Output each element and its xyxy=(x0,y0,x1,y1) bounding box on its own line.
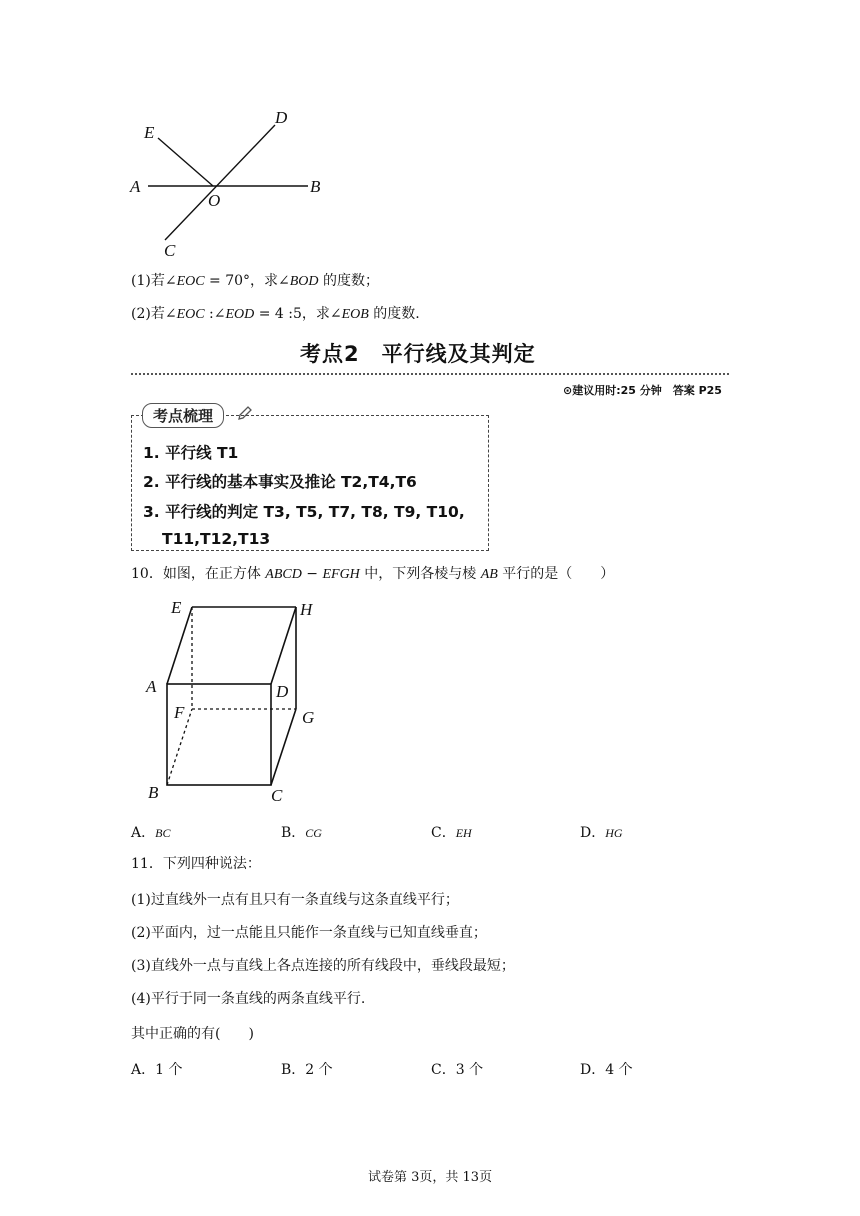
q11-statement-1: (1)过直线外一点有且只有一条直线与这条直线平行； xyxy=(131,892,459,908)
prev-question-part1: (1)若∠EOC = 70°，求∠BOD 的度数； xyxy=(131,273,379,289)
edge-cg xyxy=(271,709,296,785)
label-e: E xyxy=(144,123,155,142)
cube-label-e: E xyxy=(171,598,182,617)
cube-label-f: F xyxy=(174,703,185,722)
ray-oe xyxy=(158,138,213,186)
q11-option-a[interactable]: A．1 个 xyxy=(131,1062,183,1078)
label-b: B xyxy=(310,177,321,196)
label-a: A xyxy=(130,177,141,196)
summary-item-4: T11,T12,T13 xyxy=(162,530,271,548)
page-footer: 试卷第 3页，共 13页 xyxy=(368,1170,493,1185)
figure-cube xyxy=(140,595,340,810)
summary-item-3: 3. 平行线的判定 T3, T5, T7, T8, T9, T10, xyxy=(143,503,465,521)
q11-question: 其中正确的有( ) xyxy=(131,1026,254,1042)
cube-label-h: H xyxy=(300,600,313,619)
cube-label-g: G xyxy=(302,708,315,727)
prev-question-part2: (2)若∠EOC :∠EOD = 4 :5，求∠EOB 的度数. xyxy=(131,306,420,322)
q10-option-a[interactable]: A．BC xyxy=(131,825,171,841)
label-c: C xyxy=(164,241,176,260)
line-cd xyxy=(165,125,275,240)
cube-label-a: A xyxy=(146,677,157,696)
cube-label-d: D xyxy=(276,682,289,701)
figure-intersecting-lines xyxy=(120,100,340,260)
cube-label-b: B xyxy=(148,783,159,802)
cube-front-face xyxy=(167,684,271,785)
section-divider xyxy=(131,373,729,375)
q11-statement-4: (4)平行于同一条直线的两条直线平行. xyxy=(131,991,366,1007)
q10-option-c[interactable]: C．EH xyxy=(431,825,472,841)
q11-statement-3: (3)直线外一点与直线上各点连接的所有线段中，垂线段最短； xyxy=(131,958,515,974)
summary-box-tag: 考点梳理 xyxy=(142,403,224,428)
summary-item-1: 1. 平行线 T1 xyxy=(143,444,239,462)
summary-item-2: 2. 平行线的基本事实及推论 T2,T4,T6 xyxy=(143,473,417,491)
section-title: 考点2 平行线及其判定 xyxy=(300,342,536,366)
edge-ae xyxy=(167,607,192,684)
q11-option-c[interactable]: C．3 个 xyxy=(431,1062,484,1078)
label-d: D xyxy=(275,108,288,127)
label-o: O xyxy=(208,191,221,210)
q11-option-b[interactable]: B．2 个 xyxy=(281,1062,333,1078)
pencil-icon xyxy=(236,404,254,422)
edge-dh xyxy=(271,607,296,684)
q10-option-b[interactable]: B．CG xyxy=(281,825,322,841)
q11-statement-2: (2)平面内，过一点能且只能作一条直线与已知直线垂直； xyxy=(131,925,487,941)
q10-stem: 10．如图，在正方体 ABCD − EFGH 中，下列各棱与棱 AB 平行的是（ ） xyxy=(131,566,615,582)
cube-label-c: C xyxy=(271,786,283,805)
section-hint: ⊙建议用时:25 分钟 答案 P25 xyxy=(563,384,722,397)
q10-option-d[interactable]: D．HG xyxy=(580,825,623,841)
q11-option-d[interactable]: D．4 个 xyxy=(580,1062,633,1078)
q11-stem: 11．下列四种说法： xyxy=(131,856,261,872)
